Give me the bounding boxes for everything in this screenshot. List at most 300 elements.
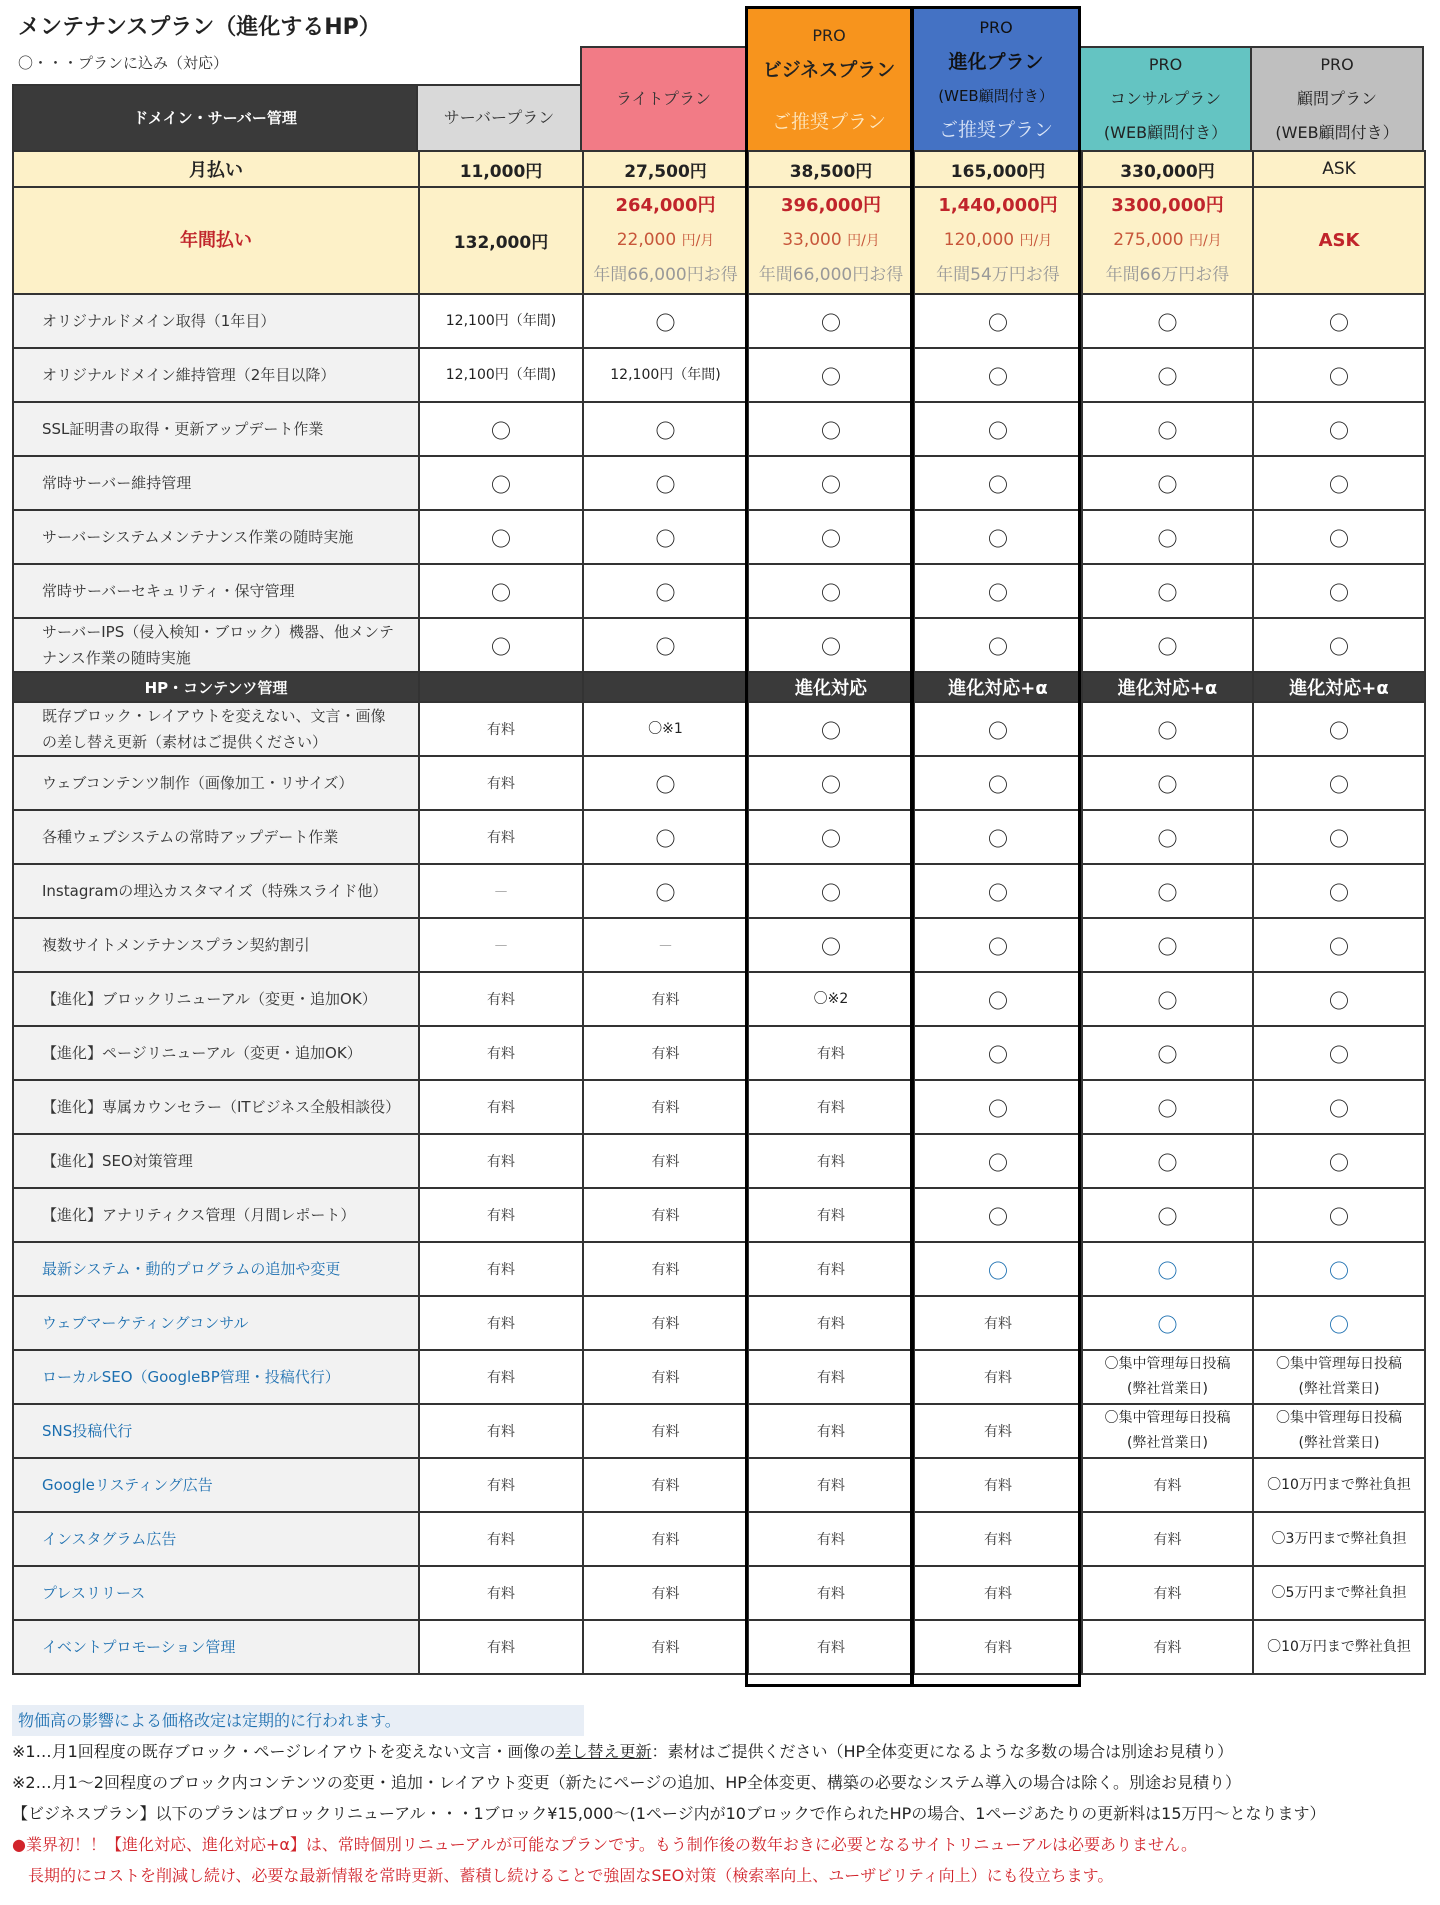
plan-cell: [419, 456, 583, 510]
plan-cell: [1253, 1296, 1425, 1350]
cell-text: (弊社営業日): [1298, 1435, 1380, 1451]
plan-cell: [1253, 294, 1425, 348]
table-row: [13, 1080, 1425, 1134]
plan-cell: [914, 972, 1082, 1026]
row-label: [13, 702, 419, 756]
plan-cell: [914, 510, 1082, 564]
plan-cell: [1253, 1404, 1425, 1458]
paid-text: 有料: [487, 1640, 515, 1656]
row-label: [13, 1242, 419, 1296]
header-label: [12, 84, 418, 152]
included-mark: 〇: [1157, 772, 1178, 797]
plan-name: 進化プラン: [948, 51, 1044, 73]
paid-text: 有料: [487, 992, 515, 1008]
monthly-row: [13, 151, 1425, 187]
monthly-price: 11,000円: [419, 151, 583, 187]
table-row: [13, 864, 1425, 918]
monthly-price: 165,000円: [914, 151, 1082, 187]
plan-cell: [914, 1404, 1082, 1458]
plan-cell: [1082, 972, 1253, 1026]
row-label-text: の差し替え更新（素材はご提供ください）: [42, 733, 328, 751]
plan-cell: [1253, 1512, 1425, 1566]
plan-cell: [583, 1080, 748, 1134]
paid-text: 有料: [487, 1316, 515, 1332]
table-row: [13, 1350, 1425, 1404]
row-label-text: 最新システム・動的プログラムの追加や変更: [42, 1260, 341, 1278]
included-mark: 〇: [988, 580, 1008, 605]
plan-cell: [914, 402, 1082, 456]
plan-cell: [419, 1188, 583, 1242]
note-1: [12, 1736, 1432, 1767]
row-label-text: SNS投稿代行: [42, 1422, 133, 1440]
plan-cell: [748, 1404, 914, 1458]
plan-cell: [748, 294, 914, 348]
plan-cell: [1082, 1080, 1253, 1134]
row-label-text: インスタグラム広告: [42, 1530, 177, 1548]
paid-text: 有料: [651, 1424, 680, 1440]
paid-text: 有料: [487, 1586, 515, 1602]
note-1-a: ※1…月1回程度の既存ブロック・ページレイアウトを変えない文言・画像の: [12, 1742, 556, 1761]
included-mark: 〇: [1157, 634, 1178, 659]
paid-text: 有料: [984, 1370, 1012, 1386]
paid-text: 有料: [487, 1424, 515, 1440]
paid-text: 有料: [817, 1208, 845, 1224]
row-label: [13, 972, 419, 1026]
plan-cell: [419, 1566, 583, 1620]
plan-sub: (WEB顧問付き）: [938, 87, 1054, 105]
header-light-plan: [580, 46, 747, 152]
included-mark: 〇: [988, 934, 1008, 959]
included-mark: 〇: [491, 472, 511, 497]
paid-text: 有料: [817, 1100, 845, 1116]
plan-cell: [583, 918, 748, 972]
paid-text: 有料: [487, 830, 515, 846]
plan-pro: PRO: [812, 26, 846, 45]
included-mark: 〇: [821, 634, 841, 659]
included-mark: 〇: [988, 880, 1008, 905]
row-label-text: ウェブマーケティングコンサル: [42, 1314, 249, 1332]
included-mark: 〇: [1329, 880, 1349, 905]
not-available: －: [493, 936, 509, 955]
plan-cell: [748, 1134, 914, 1188]
included-mark: 〇: [988, 472, 1008, 497]
section-cell: 進化対応: [748, 672, 914, 702]
plan-cell: [748, 1458, 914, 1512]
plan-cell: [583, 294, 748, 348]
paid-text: 有料: [817, 1586, 845, 1602]
paid-text: 有料: [487, 1046, 515, 1062]
row-label: [13, 810, 419, 864]
cell-text: 〇10万円まで弊社負担: [1267, 1476, 1411, 1493]
plan-recommended: ご推奨プラン: [771, 111, 886, 133]
cell-text: 〇※1: [648, 720, 683, 737]
cell-text: 〇集中管理毎日投稿: [1104, 1410, 1231, 1426]
paid-text: 有料: [487, 1262, 515, 1278]
plan-cell: [1082, 618, 1253, 672]
annual-unit: 円/月: [681, 233, 715, 249]
notes: [12, 1705, 1432, 1891]
included-mark: 〇: [988, 1096, 1008, 1121]
row-label-text: 既存ブロック・レイアウトを変えない、文言・画像: [42, 707, 386, 725]
included-mark: 〇: [988, 364, 1008, 389]
included-mark: 〇: [1329, 1042, 1349, 1067]
row-label-text: ナンス作業の随時実施: [42, 649, 191, 667]
plan-cell: [1253, 456, 1425, 510]
plan-cell: [914, 756, 1082, 810]
table-row: [13, 810, 1425, 864]
annual-saving: 年間66,000円お得: [593, 265, 738, 285]
plan-cell: [419, 402, 583, 456]
included-mark: 〇: [988, 418, 1008, 443]
included-mark: 〇: [821, 880, 841, 905]
included-mark: 〇: [1329, 1258, 1349, 1283]
cell-text: (弊社営業日): [1127, 1381, 1208, 1397]
plan-cell: [1253, 756, 1425, 810]
annual-unit: 円/月: [1019, 233, 1053, 249]
plan-cell: [1082, 1242, 1253, 1296]
row-label: [13, 456, 419, 510]
plan-cell: [1082, 456, 1253, 510]
plan-cell: [583, 510, 748, 564]
table-row: [13, 1242, 1425, 1296]
row-label: [13, 1404, 419, 1458]
plan-cell: [583, 810, 748, 864]
paid-text: 有料: [487, 1370, 515, 1386]
plan-cell: [583, 1404, 748, 1458]
section-label: HP・コンテンツ管理: [13, 672, 419, 702]
plan-cell: [1253, 1620, 1425, 1674]
plan-cell: [914, 564, 1082, 618]
header-evolution-plan: [911, 6, 1081, 152]
plan-cell: [1253, 564, 1425, 618]
plan-cell: [419, 864, 583, 918]
annual-monthly: [917, 223, 1079, 258]
header-advisor-plan: [1250, 46, 1424, 152]
row-label-text: 【進化】SEO対策管理: [42, 1152, 193, 1170]
plan-cell: [419, 618, 583, 672]
cell-text: (弊社営業日): [1127, 1435, 1208, 1451]
paid-text: 有料: [487, 1100, 515, 1116]
plan-cell: [1082, 348, 1253, 402]
included-mark: 〇: [655, 880, 676, 905]
plan-cell: [1082, 702, 1253, 756]
plan-cell: [1082, 810, 1253, 864]
plan-cell: [1253, 402, 1425, 456]
plan-cell: [748, 564, 914, 618]
annual-label-text: 年間払い: [180, 229, 252, 251]
monthly-price: 27,500円: [583, 151, 748, 187]
row-label: [13, 348, 419, 402]
row-label: [13, 1134, 419, 1188]
paid-text: 有料: [651, 1100, 680, 1116]
annual-unit: 円/月: [1189, 233, 1222, 249]
pricing-table: [12, 150, 1426, 1675]
annual-per: 22,000: [616, 230, 677, 250]
annual-saving: 年間66,000円お得: [758, 265, 904, 285]
plan-cell: [419, 1404, 583, 1458]
plan-cell: [583, 972, 748, 1026]
included-mark: 〇: [1329, 472, 1349, 497]
paid-text: 有料: [817, 1532, 845, 1548]
row-label-text: ウェブコンテンツ制作（画像加工・リサイズ）: [42, 774, 354, 792]
annual-cell: [1082, 187, 1253, 294]
paid-text: 有料: [984, 1478, 1012, 1494]
paid-text: 有料: [487, 1154, 515, 1170]
annual-server: [419, 187, 583, 294]
row-label: [13, 1296, 419, 1350]
row-label-text: Instagramの埋込カスタマイズ（特殊スライド他）: [42, 882, 388, 900]
plan-cell: [583, 1566, 748, 1620]
plan-cell: [419, 1026, 583, 1080]
table-row: [13, 1188, 1425, 1242]
plan-cell: [419, 294, 583, 348]
section-cell: 進化対応+α: [1253, 672, 1425, 702]
plan-cell: [583, 756, 748, 810]
plan-cell: [748, 756, 914, 810]
plan-cell: [1253, 1188, 1425, 1242]
plan-cell: [748, 1296, 914, 1350]
plan-cell: [1253, 1350, 1425, 1404]
included-mark: 〇: [491, 580, 511, 605]
plan-cell: [914, 864, 1082, 918]
annual-cell: [914, 187, 1082, 294]
included-mark: 〇: [1329, 1150, 1349, 1175]
table-row: [13, 456, 1425, 510]
plan-cell: [914, 810, 1082, 864]
included-mark: 〇: [1157, 418, 1178, 443]
not-available: －: [493, 882, 509, 901]
paid-text: 有料: [984, 1424, 1012, 1440]
plan-cell: [1253, 510, 1425, 564]
included-mark: 〇: [1157, 1204, 1178, 1229]
plan-cell: [1253, 618, 1425, 672]
paid-text: 有料: [984, 1640, 1012, 1656]
row-label-text: Googleリスティング広告: [42, 1476, 213, 1494]
table-row: [13, 1566, 1425, 1620]
plan-cell: [419, 1512, 583, 1566]
annual-unit: 円/月: [847, 233, 880, 249]
section-cell: [583, 672, 748, 702]
plan-cell: [583, 1620, 748, 1674]
included-mark: 〇: [988, 772, 1008, 797]
plan-cell: [419, 1350, 583, 1404]
annual-per: 33,000: [782, 230, 842, 250]
paid-text: 有料: [651, 1154, 680, 1170]
plan-cell: [914, 618, 1082, 672]
plan-cell: [583, 1512, 748, 1566]
plan-cell: [914, 1080, 1082, 1134]
plan-cell: [748, 1566, 914, 1620]
plan-cell: [583, 348, 748, 402]
annual-total: 1,440,000円: [938, 195, 1058, 216]
cell-text: 〇集中管理毎日投稿: [1276, 1356, 1402, 1372]
plan-cell: [1082, 1458, 1253, 1512]
plan-cell: [419, 972, 583, 1026]
annual-total: 396,000円: [781, 195, 881, 216]
plan-cell: [1082, 510, 1253, 564]
plan-cell: [583, 1026, 748, 1080]
paid-text: 有料: [984, 1316, 1012, 1332]
paid-text: 有料: [984, 1532, 1012, 1548]
paid-text: 有料: [984, 1586, 1012, 1602]
plan-cell: [419, 348, 583, 402]
plan-cell: [583, 1242, 748, 1296]
row-label: [13, 294, 419, 348]
table-row: [13, 702, 1425, 756]
plan-cell: [1253, 1134, 1425, 1188]
included-mark: 〇: [1329, 1204, 1349, 1229]
monthly-label: 月払い: [13, 151, 419, 187]
paid-text: 有料: [817, 1370, 845, 1386]
paid-text: 有料: [651, 992, 680, 1008]
table-row: [13, 1458, 1425, 1512]
plan-cell: [914, 1512, 1082, 1566]
included-mark: 〇: [1157, 310, 1178, 335]
table-row: [13, 402, 1425, 456]
plan-cell: [748, 702, 914, 756]
included-mark: 〇: [988, 826, 1008, 851]
row-label-text: ローカルSEO（GoogleBP管理・投稿代行）: [42, 1368, 340, 1386]
row-label: [13, 1350, 419, 1404]
included-mark: 〇: [655, 826, 676, 851]
note-2: ※2…月1～2回程度のブロック内コンテンツの変更・追加・レイアウト変更（新たにページの追加、HP全体変更、構築の必要なシステム導入の場合は除く。別途お見積り）: [12, 1773, 1241, 1792]
plan-cell: [748, 1188, 914, 1242]
included-mark: 〇: [988, 1258, 1008, 1283]
plan-cell: [914, 1134, 1082, 1188]
annual-saving: 年間66万円お得: [1105, 265, 1230, 285]
cell-text: 〇10万円まで弊社負担: [1267, 1638, 1411, 1655]
included-mark: 〇: [655, 580, 676, 605]
row-label: [13, 756, 419, 810]
annual-per: 275,000: [1113, 230, 1184, 250]
table-row: [13, 618, 1425, 672]
annual-saving: 年間54万円お得: [936, 265, 1060, 285]
row-label: [13, 1080, 419, 1134]
included-mark: 〇: [1329, 826, 1349, 851]
plan-cell: [914, 1296, 1082, 1350]
row-label-text: オリジナルドメイン取得（1年目）: [42, 312, 276, 330]
plan-cell: [1082, 864, 1253, 918]
table-row: [13, 918, 1425, 972]
included-mark: 〇: [988, 1204, 1008, 1229]
table-row: [13, 1134, 1425, 1188]
table-row: [13, 1026, 1425, 1080]
included-mark: 〇: [988, 310, 1008, 335]
plan-cell: [419, 918, 583, 972]
included-mark: 〇: [1157, 1258, 1178, 1283]
plan-cell: [914, 348, 1082, 402]
row-label-text: SSL証明書の取得・更新アップデート作業: [42, 420, 324, 438]
included-mark: 〇: [1157, 580, 1178, 605]
row-label-text: サーバーシステムメンテナンス作業の随時実施: [42, 528, 354, 546]
row-label: [13, 1458, 419, 1512]
cell-text: 〇※2: [813, 990, 849, 1007]
plan-name: ビジネスプラン: [762, 59, 896, 81]
plan-cell: [1082, 294, 1253, 348]
section-header: [13, 672, 1425, 702]
plan-cell: [1253, 1242, 1425, 1296]
plan-cell: [419, 564, 583, 618]
paid-text: 有料: [1153, 1532, 1182, 1548]
included-mark: 〇: [821, 364, 841, 389]
included-mark: 〇: [821, 310, 841, 335]
plan-name: 顧問プラン: [1296, 89, 1377, 108]
legend: 〇・・・プランに込み（対応）: [18, 54, 229, 72]
row-label: [13, 1566, 419, 1620]
plan-cell: [914, 1188, 1082, 1242]
section-cell: [419, 672, 583, 702]
plan-cell: [1082, 1026, 1253, 1080]
monthly-price: 330,000円: [1082, 151, 1253, 187]
cell-text: 〇3万円まで弊社負担: [1271, 1530, 1407, 1547]
plan-cell: [1082, 1404, 1253, 1458]
row-label: [13, 510, 419, 564]
included-mark: 〇: [1157, 880, 1178, 905]
plan-cell: [914, 456, 1082, 510]
row-label-text: 常時サーバー維持管理: [42, 474, 192, 492]
included-mark: 〇: [1329, 934, 1349, 959]
included-mark: 〇: [1329, 364, 1349, 389]
plan-cell: [1253, 918, 1425, 972]
included-mark: 〇: [1157, 826, 1178, 851]
included-mark: 〇: [655, 310, 676, 335]
annual-per: 120,000: [943, 230, 1015, 250]
row-label-text: 【進化】専属カウンセラー（ITビジネス全般相談役）: [42, 1098, 401, 1116]
plan-cell: [1253, 348, 1425, 402]
table-row: [13, 348, 1425, 402]
plan-cell: [583, 1350, 748, 1404]
included-mark: 〇: [1157, 1312, 1178, 1337]
plan-cell: [1253, 1026, 1425, 1080]
paid-text: 有料: [651, 1532, 680, 1548]
included-mark: 〇: [1329, 634, 1349, 659]
plan-cell: [1253, 864, 1425, 918]
included-mark: 〇: [821, 826, 841, 851]
paid-text: 有料: [651, 1208, 680, 1224]
header-server-plan: [416, 84, 582, 152]
plan-cell: [748, 1026, 914, 1080]
plan-cell: [583, 702, 748, 756]
table-row: [13, 756, 1425, 810]
plan-cell: [1082, 756, 1253, 810]
table-row: [13, 1404, 1425, 1458]
plan-cell: [748, 1350, 914, 1404]
monthly-price: 38,500円: [748, 151, 914, 187]
row-label: [13, 402, 419, 456]
row-label: [13, 1620, 419, 1674]
plan-cell: [583, 564, 748, 618]
included-mark: 〇: [1157, 934, 1178, 959]
plan-cell: [914, 1458, 1082, 1512]
included-mark: 〇: [491, 634, 511, 659]
paid-text: 有料: [487, 1478, 515, 1494]
plan-cell: [1253, 1566, 1425, 1620]
plan-cell: [583, 1458, 748, 1512]
included-mark: 〇: [491, 418, 511, 443]
page-title: メンテナンスプラン（進化するHP）: [18, 15, 381, 40]
table-row: [13, 510, 1425, 564]
included-mark: 〇: [1329, 526, 1349, 551]
paid-text: 有料: [651, 1478, 680, 1494]
row-label: [13, 864, 419, 918]
cell-text: 12,100円（年間): [610, 366, 721, 383]
included-mark: 〇: [1329, 418, 1349, 443]
paid-text: 有料: [487, 1532, 515, 1548]
included-mark: 〇: [1157, 472, 1178, 497]
table-row: [13, 972, 1425, 1026]
plan-cell: [419, 510, 583, 564]
paid-text: 有料: [817, 1262, 845, 1278]
